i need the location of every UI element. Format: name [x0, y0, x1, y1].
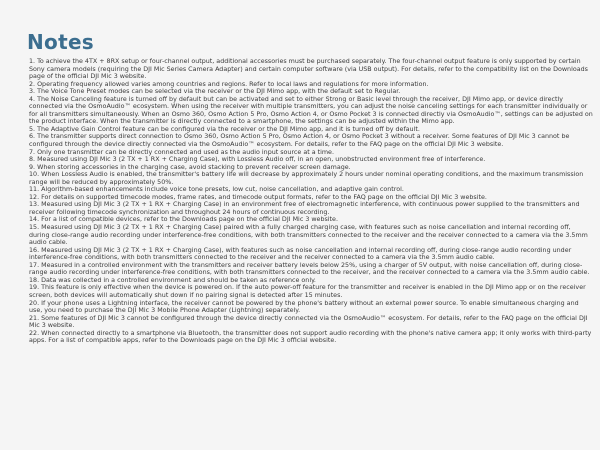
- note-item: 13. Measured using DJI Mic 3 (2 TX + 1 RX + Charging Case) in an environment free of electromagnetic interference, with continuous power supplied to the transmitters and receiver following timecode synchronization and throughout 24 hours of continuous recording.: [29, 201, 580, 216]
- note-item: 6. The transmitter supports direct connection to Osmo 360, Osmo Action 5 Pro, Osmo Action 4, or Osmo Pocket 3 without a receiver. Some features of DJI Mic 3 cannot be configured through the device directly connected via the OsmoAudio™ ecosystem. For details, refer to the FAQ page on the official DJI Mic 3 website.: [29, 133, 570, 149]
- note-item: 9. When storing accessories in the charging case, avoid stacking to prevent receiver screen damage.: [29, 163, 351, 171]
- note-item: 12. For details on supported timecode modes, frame rates, and timecode output formats, refer to the FAQ page on the official DJI Mic 3 website.: [29, 193, 487, 201]
- note-item: 2. Operating frequency allowed varies among countries and regions. Refer to local laws and regulations for more information.: [29, 80, 429, 88]
- note-item: 14. For a list of compatible devices, refer to the Downloads page on the official DJI Mic 3 website.: [29, 216, 338, 224]
- note-item: 1. To achieve the 4TX + 8RX setup or four-channel output, additional accessories must be purchased separately. The four-channel output feature is only supported by certain Sony camera models (requiring the DJI Mic Series Camera Adapter) and certain computer software (via USB output). For details, refer to the compatibility list on the Downloads page of the official DJI Mic 3 website.: [29, 58, 588, 81]
- note-item: 20. If your phone uses a Lightning interface, the receiver cannot be powered by the phone's battery without an external power source. To enable simultaneous charging and use, you need to purchase the DJI Mic 3 Mobile Phone Adapter (Lightning) separately.: [29, 299, 579, 315]
- note-item: 11. Algorithm-based enhancements include voice tone presets, low cut, noise cancellation, and adaptive gain control.: [29, 186, 404, 194]
- note-item: 7. Only one transmitter can be directly connected and used as the audio input source at a time.: [29, 148, 334, 156]
- note-item: 18. Data was collected in a controlled environment and should be taken as reference only.: [29, 276, 316, 284]
- note-item: 17. Measured in a controlled environment with the transmitters and receiver battery levels below 25%, using a charger of 5V output, with noise cancellation off, during close-range audio recording under interference-free conditions, with both transmitters connected to the receiver, and the receiver connected to a camera via the 3.5mm audio cable.: [29, 261, 590, 277]
- note-item: 10. When Lossless Audio is enabled, the transmitter's battery life will decrease by approximately 2 hours under nominal operating conditions, and the maximum transmission range will be reduced by approximately 50%.: [29, 171, 584, 186]
- note-item: 16. Measured using DJI Mic 3 (2 TX + 1 RX + Charging Case), with features such as noise cancellation and internal recording off, during close-range audio recording under interference-free conditions, with both transmitters connected to the receiver and the receiver connected to a camera via the 3.5mm audio cable.: [29, 246, 572, 262]
- note-item: 21. Some features of DJI Mic 3 cannot be configured through the device directly connected via the OsmoAudio™ ecosystem. For details, refer to the FAQ page on the official DJI Mic 3 website.: [29, 314, 588, 330]
- notes-list: [29, 58, 593, 345]
- note-item: 15. Measured using DJI Mic 3 (2 TX + 1 RX + Charging Case) paired with a fully charged charging case, with features such as noise cancellation and internal recording off, during close-range audio recording under interference-free conditions, with both transmitters connected to the receiver and the receiver connected to a camera via the 3.5mm audio cable.: [29, 224, 588, 247]
- note-item: 8. Measured using DJI Mic 3 (2 TX + 1 RX + Charging Case), with Lossless Audio off, in an open, unobstructed environment free of interference.: [29, 156, 486, 164]
- note-item: 5. The Adaptive Gain Control feature can be configured via the receiver or the DJI Mimo app, and it is turned off by default.: [29, 125, 420, 133]
- note-item: 19. This feature is only effective when the device is powered on. If the auto power-off feature for the transmitter and receiver is enabled in the DJI Mimo app or on the receiver screen, both devices will automatically shut down if no pairing signal is detected after 15 minutes.: [29, 284, 586, 299]
- note-item: 4. The Noise Canceling feature is turned off by default but can be activated and set to either Strong or Basic level through the receiver, DJI Mimo app, or device directly connected via the OsmoAudio™ ecosystem. When using the receiver with multiple transmitters, you can adjust the noise canceling settings for each transmitter individually or for all transmitters simultaneously. When an Osmo 360, Osmo Action 5 Pro, Osmo Action 4, or Osmo Pocket 3 is connected directly via OsmoAudio™, settings can be adjusted on the product interface. When the transmitter is directly connected to a smartphone, the settings can be adjusted within the Mimo app.: [29, 95, 593, 126]
- note-item: 22. When connected directly to a smartphone via Bluetooth, the transmitter does not support audio recording with the phone's native camera app; it only works with third-party apps. For a list of compatible apps, refer to the Downloads page on the DJI Mic 3 official website.: [29, 329, 592, 345]
- note-item: 3. The Voice Tone Preset modes can be selected via the receiver or the DJI Mimo app, with the default set to Regular.: [29, 88, 401, 96]
- page-title: Notes: [27, 30, 95, 54]
